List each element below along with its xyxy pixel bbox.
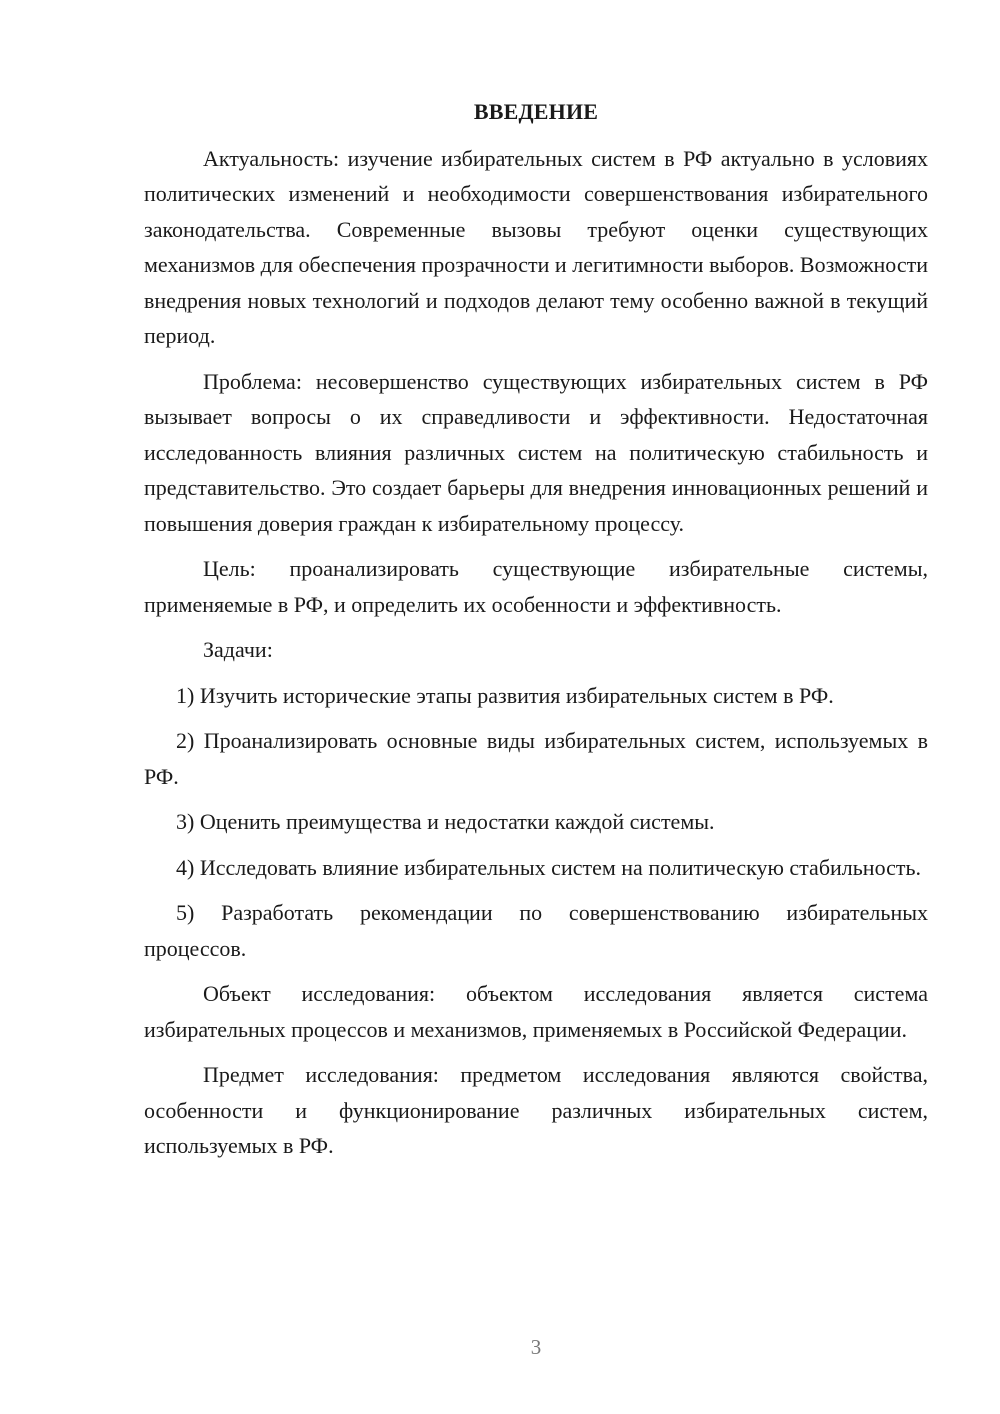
paragraph-problem: Проблема: несовершенство существующих избирательных систем в РФ вызывает вопросы о их справедливости и эффективности. Недостаточная исследованность влияния различных систем на политическую стабильность и представительство. Это создает барьеры для внедрения инновационных решений и повышения доверия граждан к избирательному процессу. xyxy=(144,368,928,536)
paragraph-subject: Предмет исследования: предметом исследования являются свойства, особенности и функционирование различных избирательных систем, используемых в РФ. xyxy=(144,1062,928,1158)
document-page xyxy=(144,94,928,1174)
task-item-5: 5) Разработать рекомендации по совершенствованию избирательных процессов. xyxy=(144,900,928,961)
page-number: 3 xyxy=(530,1335,542,1359)
paragraph-object: Объект исследования: объектом исследования является система избирательных процессов и механизмов, применяемых в Российской Федерации. xyxy=(144,981,928,1042)
paragraph-relevance: Актуальность: изучение избирательных систем в РФ актуально в условиях политических изменений и необходимости совершенствования избирательного законодательства. Современные вызовы требуют оценки существующих механизмов для обеспечения прозрачности и легитимности выборов. Возможности внедрения новых технологий и подходов делают тему особенно важной в текущий период. xyxy=(144,145,928,348)
task-item-2: 2) Проанализировать основные виды избирательных систем, используемых в РФ. xyxy=(144,728,928,789)
task-item-4: 4) Исследовать влияние избирательных систем на политическую стабильность. xyxy=(176,854,922,880)
task-item-3: 3) Оценить преимущества и недостатки каждой системы. xyxy=(176,809,715,834)
tasks-label: Задачи: xyxy=(203,637,273,662)
paragraph-goal: Цель: проанализировать существующие избирательные системы, применяемые в РФ, и определить их особенности и эффективность. xyxy=(144,556,928,617)
page-title: ВВЕДЕНИЕ xyxy=(473,99,599,124)
task-item-1: 1) Изучить исторические этапы развития избирательных систем в РФ. xyxy=(176,682,834,708)
